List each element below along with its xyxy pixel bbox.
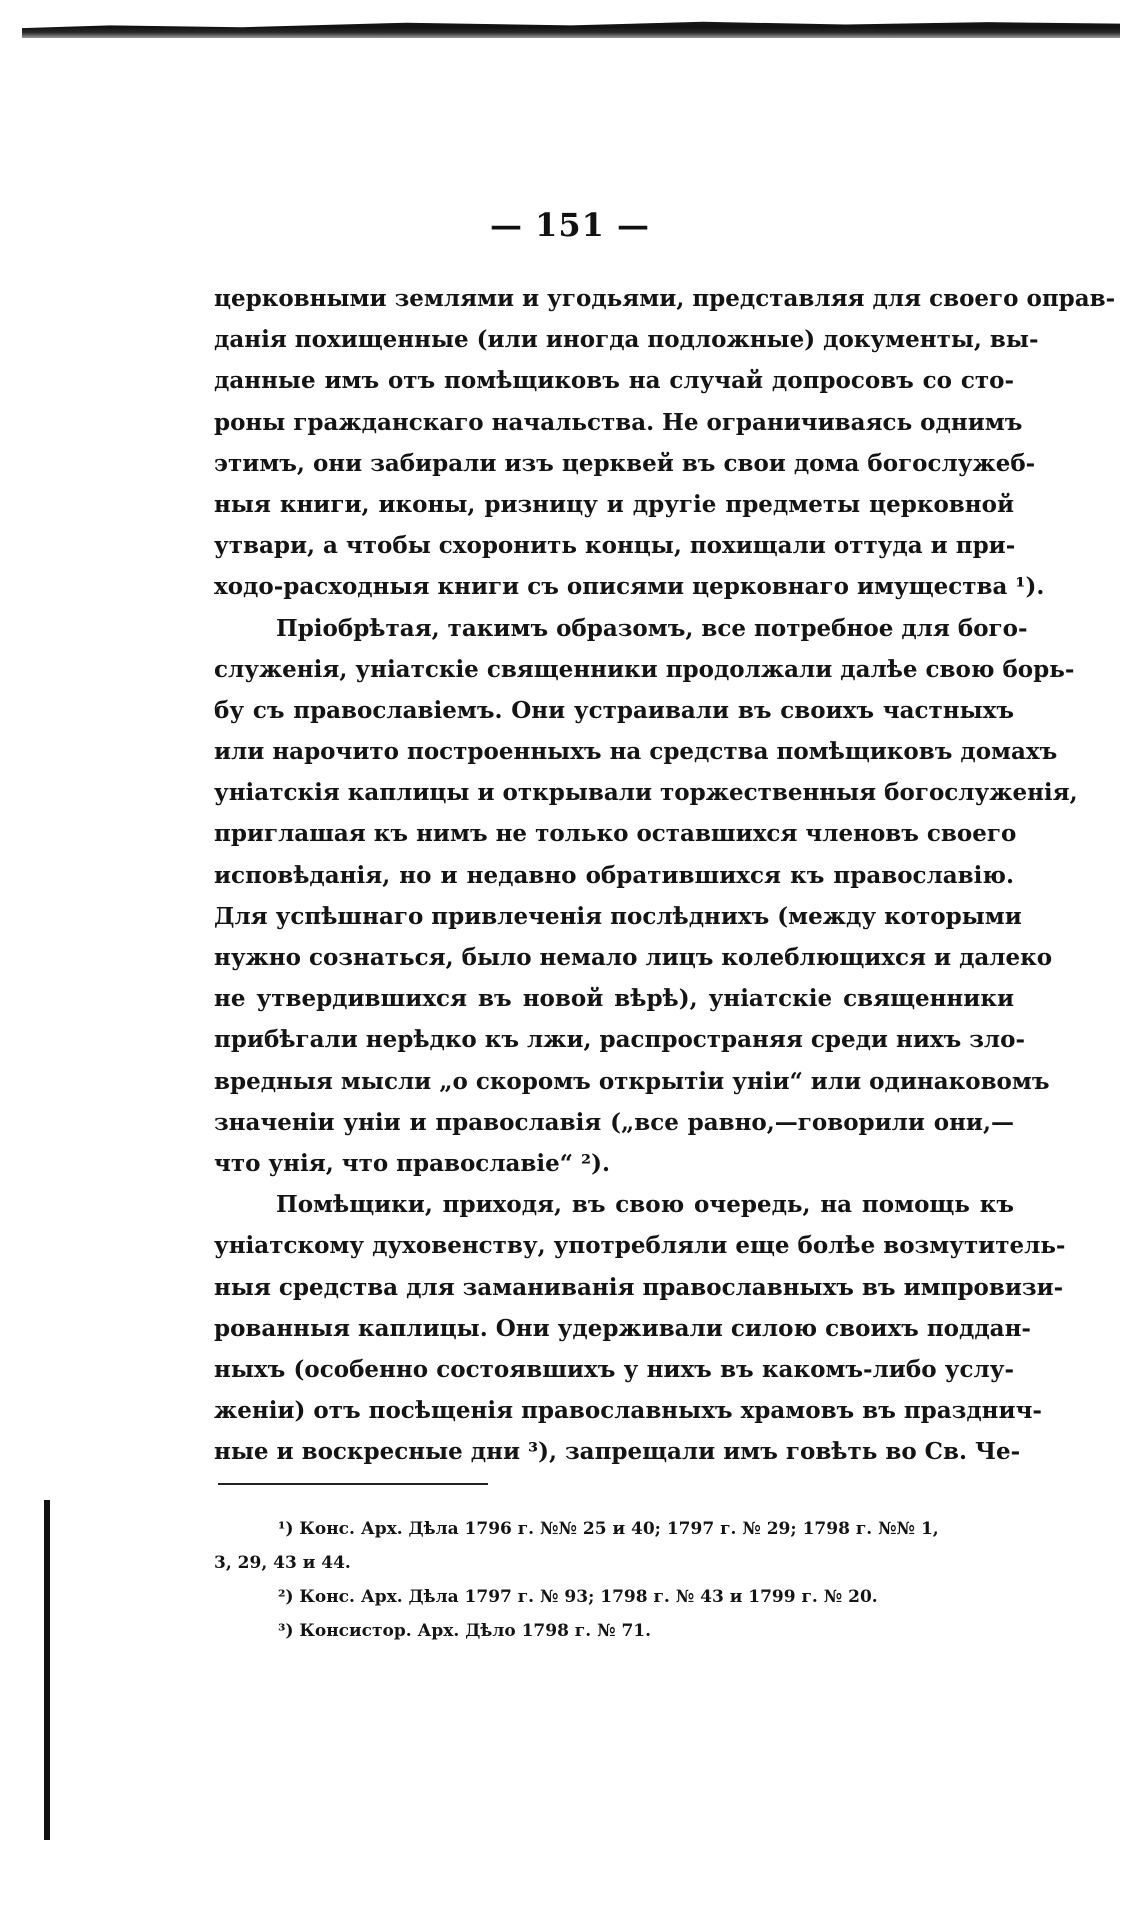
body-line: прибѣгали нерѣдко къ лжи, распространяя среди нихъ зло- — [214, 1026, 1026, 1054]
body-line: утвари, а чтобы схоронить концы, похищали оттуда и при- — [214, 532, 1016, 560]
body-line: служенія, уніатскіе священники продолжали далѣе свою борь- — [214, 655, 1075, 683]
body-line: данные имъ отъ помѣщиковъ на случай допросовъ со сто- — [214, 367, 1014, 395]
footnote-line: ³) Консистор. Арх. Дѣло 1798 г. № 71. — [278, 1621, 652, 1641]
body-line: ходо-расходныя книги съ описями церковнаго имущества ¹). — [214, 573, 1045, 601]
body-line: что унія, что православіе“ ²). — [214, 1149, 610, 1177]
body-line: ныхъ (особенно состоявшихъ у нихъ въ какомъ-либо услу- — [214, 1355, 1014, 1383]
body-line: вредныя мысли „о скоромъ открытіи уніи“ или одинаковомъ — [214, 1067, 1050, 1095]
body-line: данія похищенные (или иногда подложные) документы, вы- — [214, 326, 1039, 354]
body-line: бу съ православіемъ. Они устраивали въ своихъ частныхъ — [214, 696, 1014, 724]
page-number: — 151 — — [489, 206, 651, 244]
body-line: уніатскому духовенству, употребляли еще болѣе возмутитель- — [214, 1232, 1066, 1260]
footnote-line: ¹) Конс. Арх. Дѣла 1796 г. №№ 25 и 40; 1797 г. № 29; 1798 г. №№ 1, — [278, 1519, 939, 1539]
body-line: женіи) отъ посѣщенія православныхъ храмовъ въ празднич- — [214, 1397, 1042, 1425]
body-line: нужно сознаться, было немало лицъ колеблющихся и далеко — [214, 944, 1053, 971]
body-line: роны гражданскаго начальства. Не ограничиваясь однимъ — [214, 408, 1023, 436]
body-line: уніатскія каплицы и открывали торжественныя богослуженія, — [214, 779, 1078, 807]
body-line: рованныя каплицы. Они удерживали силою своихъ поддан- — [214, 1314, 1031, 1342]
body-line: ныя средства для заманиванія православныхъ въ импровизи- — [214, 1273, 1064, 1301]
body-line: Для успѣшнаго привлеченія послѣднихъ (между которыми — [214, 902, 1022, 930]
scan-top-edge — [22, 20, 1120, 38]
body-text — [214, 278, 1116, 1472]
body-line: исповѣданія, но и недавно обратившихся къ православію. — [214, 861, 1014, 889]
body-line: церковными землями и угодьями, представляя для своего оправ- — [214, 285, 1116, 312]
footnote-line: 3, 29, 43 и 44. — [214, 1553, 351, 1573]
body-line: Помѣщики, приходя, въ свою очередь, на помощь къ — [276, 1191, 1014, 1219]
body-line: ныя книги, иконы, ризницу и другіе предметы церковной — [214, 490, 1014, 518]
body-line: этимъ, они забирали изъ церквей въ свои дома богослужеб- — [214, 449, 1036, 477]
footnote-rule — [218, 1483, 488, 1485]
body-line: приглашая къ нимъ не только оставшихся членовъ своего — [214, 820, 1017, 848]
footnote-line: ²) Конс. Арх. Дѣла 1797 г. № 93; 1798 г. № 43 и 1799 г. № 20. — [278, 1587, 878, 1607]
body-line: Пріобрѣтая, такимъ образомъ, все потребное для бого- — [276, 614, 1028, 642]
body-line: не утвердившихся въ новой вѣрѣ), уніатскіе священники — [214, 985, 1014, 1013]
scan-left-edge — [44, 1500, 50, 1840]
body-line: ные и воскресные дни ³), запрещали имъ говѣть во Св. Че- — [214, 1438, 1021, 1466]
footnotes — [214, 1512, 1014, 1648]
body-line: значеніи уніи и православія („все равно,—говорили они,— — [214, 1108, 1014, 1136]
body-line: или нарочито построенныхъ на средства помѣщиковъ домахъ — [214, 738, 1058, 766]
